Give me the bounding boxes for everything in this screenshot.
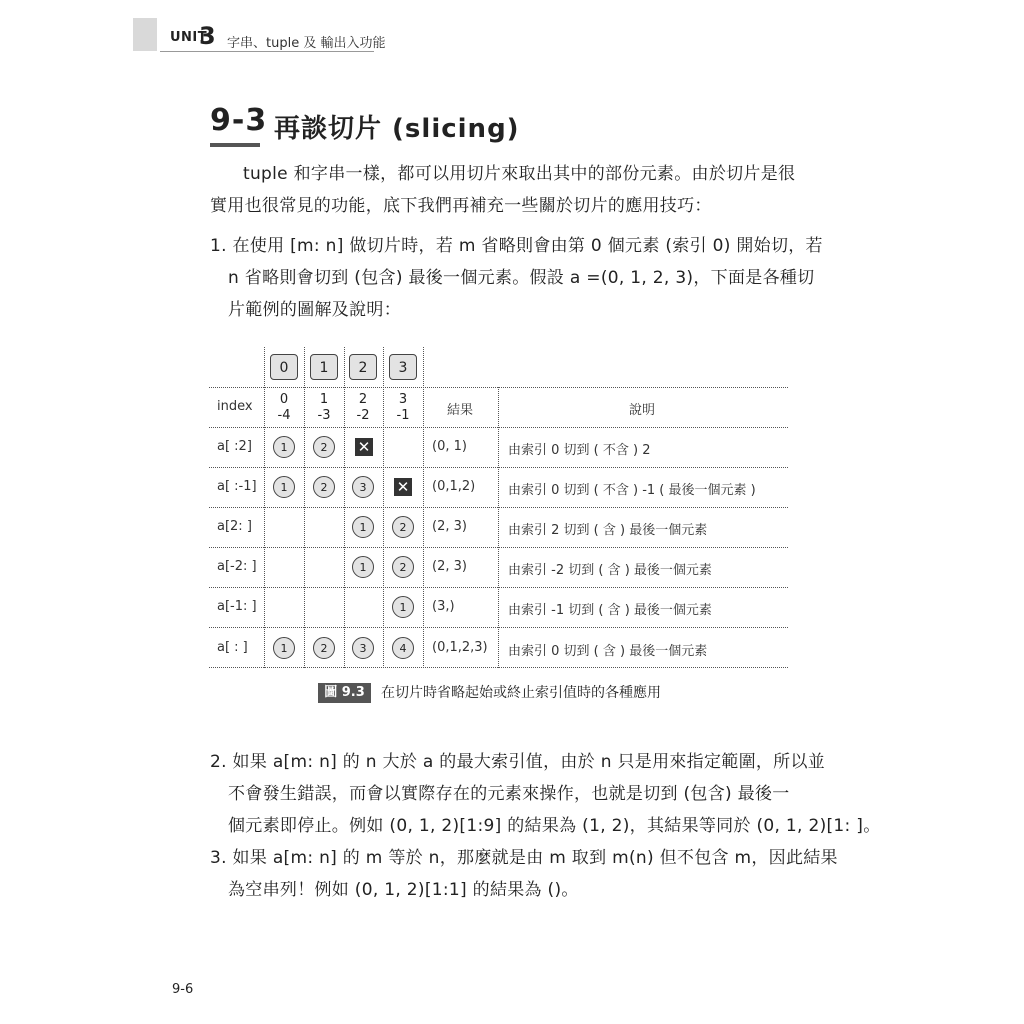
item2-line-2: 不會發生錯誤，而會以實際存在的元素來操作，也就是切到 (包含) 最後一 <box>228 784 790 804</box>
element-circle: 1 <box>273 637 295 659</box>
row-description: 由索引 -1 切到 ( 含 ) 最後一個元素 <box>508 603 712 618</box>
element-circle: 1 <box>273 436 295 458</box>
row-divider <box>209 387 788 388</box>
row-divider <box>209 547 788 548</box>
col-divider <box>498 387 499 668</box>
element-circle: 1 <box>352 516 374 538</box>
index-pos-1: 1 <box>319 392 329 407</box>
section-number-underline <box>210 143 260 147</box>
row-description: 由索引 0 切到 ( 不含 ) -1 ( 最後一個元素 ) <box>508 483 756 498</box>
element-circle: 2 <box>313 637 335 659</box>
header-tab-block <box>133 18 157 51</box>
description-header: 說明 <box>629 403 656 418</box>
section-number: 9-3 <box>210 103 268 138</box>
element-circle: 2 <box>313 436 335 458</box>
row-divider <box>209 507 788 508</box>
row-result: (3,) <box>432 599 455 614</box>
section-title: 再談切片 (slicing) <box>274 114 520 144</box>
row-result: (0,1,2) <box>432 479 476 494</box>
row-description: 由索引 0 切到 ( 不含 ) 2 <box>508 443 651 458</box>
row-divider <box>209 467 788 468</box>
item1-line-3: 片範例的圖解及說明： <box>228 300 401 320</box>
element-circle: 1 <box>352 556 374 578</box>
element-circle: 1 <box>392 596 414 618</box>
row-expr: a[ : ] <box>217 640 248 655</box>
index-pos-3: 3 <box>398 392 408 407</box>
row-description: 由索引 0 切到 ( 含 ) 最後一個元素 <box>508 644 708 659</box>
figure-label: 圖 9.3 <box>318 683 371 703</box>
element-circle: 4 <box>392 637 414 659</box>
chapter-title: 字串、tuple 及 輸出入功能 <box>227 36 386 51</box>
index-neg-1: -1 <box>396 408 410 423</box>
row-divider <box>209 587 788 588</box>
index-pos-2: 2 <box>358 392 368 407</box>
row-expr: a[ :-1] <box>217 479 257 494</box>
element-circle: 3 <box>352 637 374 659</box>
row-expr: a[ :2] <box>217 439 252 454</box>
index-neg-4: -4 <box>277 408 291 423</box>
item2-line-3: 個元素即停止。例如 (0, 1, 2)[1:9] 的結果為 (1, 2)，其結果等同於 (0, 1, 2)[1: ]。 <box>228 816 881 836</box>
unit-label: UNIT <box>170 30 208 45</box>
excluded-x-icon: ✕ <box>394 478 412 496</box>
row-expr: a[-1: ] <box>217 599 257 614</box>
element-circle: 2 <box>392 516 414 538</box>
row-expr: a[-2: ] <box>217 559 257 574</box>
row-result: (0, 1) <box>432 439 467 454</box>
row-divider <box>209 427 788 428</box>
element-circle: 1 <box>273 476 295 498</box>
item2-line-1: 2. 如果 a[m: n] 的 n 大於 a 的最大索引值，由於 n 只是用來指定範圍，所以並 <box>210 752 826 772</box>
row-result: (2, 3) <box>432 559 467 574</box>
index-neg-2: -2 <box>356 408 370 423</box>
row-expr: a[2: ] <box>217 519 252 534</box>
intro-line-1: tuple 和字串一樣，都可以用切片來取出其中的部份元素。由於切片是很 <box>243 164 796 184</box>
figure-caption: 在切片時省略起始或終止索引值時的各種應用 <box>381 685 661 701</box>
result-header: 結果 <box>447 403 474 418</box>
item1-line-1: 1. 在使用 [m: n] 做切片時，若 m 省略則會由第 0 個元素 (索引 0) 開始切，若 <box>210 236 823 256</box>
index-label: index <box>217 399 253 414</box>
row-description: 由索引 -2 切到 ( 含 ) 最後一個元素 <box>508 563 712 578</box>
excluded-x-icon: ✕ <box>355 438 373 456</box>
intro-line-2: 實用也很常見的功能，底下我們再補充一些關於切片的應用技巧： <box>210 196 712 216</box>
row-divider <box>209 627 788 628</box>
row-result: (2, 3) <box>432 519 467 534</box>
item3-line-2: 為空串列！例如 (0, 1, 2)[1:1] 的結果為 ()。 <box>228 880 579 900</box>
header-rule <box>160 51 374 52</box>
index-neg-3: -3 <box>317 408 331 423</box>
page-number: 9-6 <box>172 982 194 997</box>
index-pos-0: 0 <box>279 392 289 407</box>
element-box-0: 0 <box>270 354 298 380</box>
element-circle: 2 <box>392 556 414 578</box>
element-box-2: 2 <box>349 354 377 380</box>
row-description: 由索引 2 切到 ( 含 ) 最後一個元素 <box>508 523 708 538</box>
unit-number: 3 <box>199 22 216 50</box>
item3-line-1: 3. 如果 a[m: n] 的 m 等於 n，那麼就是由 m 取到 m(n) 但不包含 m，因此結果 <box>210 848 838 868</box>
item1-line-2: n 省略則會切到 (包含) 最後一個元素。假設 a =(0, 1, 2, 3)，下面是各種切 <box>228 268 815 288</box>
element-circle: 2 <box>313 476 335 498</box>
row-divider <box>209 667 788 668</box>
element-circle: 3 <box>352 476 374 498</box>
row-result: (0,1,2,3) <box>432 640 488 655</box>
element-box-3: 3 <box>389 354 417 380</box>
element-box-1: 1 <box>310 354 338 380</box>
